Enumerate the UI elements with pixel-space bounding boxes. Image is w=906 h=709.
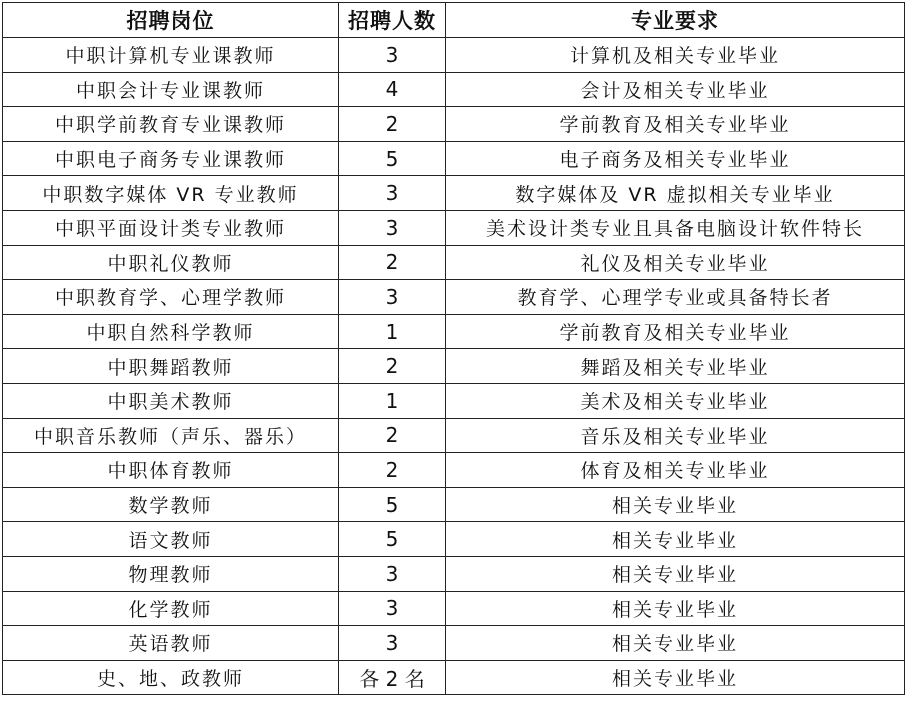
cell-requirement: 美术及相关专业毕业 — [446, 383, 905, 418]
table-row — [3, 591, 905, 626]
table-row — [3, 280, 905, 315]
cell-count: 2 — [339, 453, 446, 488]
table-row — [3, 210, 905, 245]
cell-requirement: 计算机及相关专业毕业 — [446, 38, 905, 73]
recruitment-document — [2, 2, 904, 695]
recruitment-table — [2, 2, 905, 695]
cell-position: 中职计算机专业课教师 — [3, 38, 339, 73]
cell-position: 数学教师 — [3, 487, 339, 522]
cell-count: 3 — [339, 591, 446, 626]
table-row — [3, 176, 905, 211]
cell-count: 各 2 名 — [339, 660, 446, 695]
cell-count: 2 — [339, 245, 446, 280]
cell-count: 3 — [339, 626, 446, 661]
cell-position: 中职教育学、心理学教师 — [3, 280, 339, 315]
table-row — [3, 349, 905, 384]
cell-requirement: 美术设计类专业且具备电脑设计软件特长 — [446, 210, 905, 245]
table-row — [3, 487, 905, 522]
cell-position: 英语教师 — [3, 626, 339, 661]
table-row — [3, 660, 905, 695]
cell-position: 中职学前教育专业课教师 — [3, 107, 339, 142]
cell-requirement: 相关专业毕业 — [446, 487, 905, 522]
header-position: 招聘岗位 — [3, 3, 339, 38]
cell-count: 3 — [339, 176, 446, 211]
header-requirement: 专业要求 — [446, 3, 905, 38]
cell-requirement: 数字媒体及 VR 虚拟相关专业毕业 — [446, 176, 905, 211]
table-row — [3, 245, 905, 280]
cell-position: 化学教师 — [3, 591, 339, 626]
cell-count: 2 — [339, 349, 446, 384]
cell-count: 3 — [339, 210, 446, 245]
cell-count: 1 — [339, 383, 446, 418]
table-row — [3, 38, 905, 73]
cell-requirement: 教育学、心理学专业或具备特长者 — [446, 280, 905, 315]
cell-requirement: 音乐及相关专业毕业 — [446, 418, 905, 453]
cell-count: 2 — [339, 418, 446, 453]
cell-position: 中职会计专业课教师 — [3, 72, 339, 107]
cell-position: 中职音乐教师（声乐、器乐） — [3, 418, 339, 453]
cell-requirement: 相关专业毕业 — [446, 556, 905, 591]
cell-count: 3 — [339, 556, 446, 591]
cell-requirement: 相关专业毕业 — [446, 660, 905, 695]
cell-position: 中职舞蹈教师 — [3, 349, 339, 384]
cell-requirement: 礼仪及相关专业毕业 — [446, 245, 905, 280]
table-row — [3, 314, 905, 349]
table-row — [3, 626, 905, 661]
cell-count: 1 — [339, 314, 446, 349]
header-row — [3, 3, 905, 38]
cell-count: 5 — [339, 141, 446, 176]
cell-requirement: 相关专业毕业 — [446, 522, 905, 557]
cell-position: 中职美术教师 — [3, 383, 339, 418]
cell-position: 史、地、政教师 — [3, 660, 339, 695]
table-row — [3, 383, 905, 418]
table-row — [3, 522, 905, 557]
cell-position: 物理教师 — [3, 556, 339, 591]
cell-requirement: 相关专业毕业 — [446, 626, 905, 661]
table-body — [3, 38, 905, 695]
cell-count: 4 — [339, 72, 446, 107]
cell-requirement: 相关专业毕业 — [446, 591, 905, 626]
cell-count: 2 — [339, 107, 446, 142]
cell-requirement: 体育及相关专业毕业 — [446, 453, 905, 488]
cell-requirement: 会计及相关专业毕业 — [446, 72, 905, 107]
table-row — [3, 72, 905, 107]
cell-requirement: 舞蹈及相关专业毕业 — [446, 349, 905, 384]
cell-count: 3 — [339, 38, 446, 73]
cell-requirement: 电子商务及相关专业毕业 — [446, 141, 905, 176]
cell-count: 5 — [339, 522, 446, 557]
cell-position: 中职平面设计类专业教师 — [3, 210, 339, 245]
table-row — [3, 141, 905, 176]
cell-requirement: 学前教育及相关专业毕业 — [446, 107, 905, 142]
cell-position: 中职体育教师 — [3, 453, 339, 488]
cell-position: 语文教师 — [3, 522, 339, 557]
table-header — [3, 3, 905, 38]
cell-position: 中职礼仪教师 — [3, 245, 339, 280]
table-row — [3, 453, 905, 488]
header-count: 招聘人数 — [339, 3, 446, 38]
cell-position: 中职自然科学教师 — [3, 314, 339, 349]
cell-count: 5 — [339, 487, 446, 522]
cell-position: 中职数字媒体 VR 专业教师 — [3, 176, 339, 211]
cell-count: 3 — [339, 280, 446, 315]
cell-position: 中职电子商务专业课教师 — [3, 141, 339, 176]
table-row — [3, 418, 905, 453]
cell-requirement: 学前教育及相关专业毕业 — [446, 314, 905, 349]
table-row — [3, 556, 905, 591]
table-row — [3, 107, 905, 142]
